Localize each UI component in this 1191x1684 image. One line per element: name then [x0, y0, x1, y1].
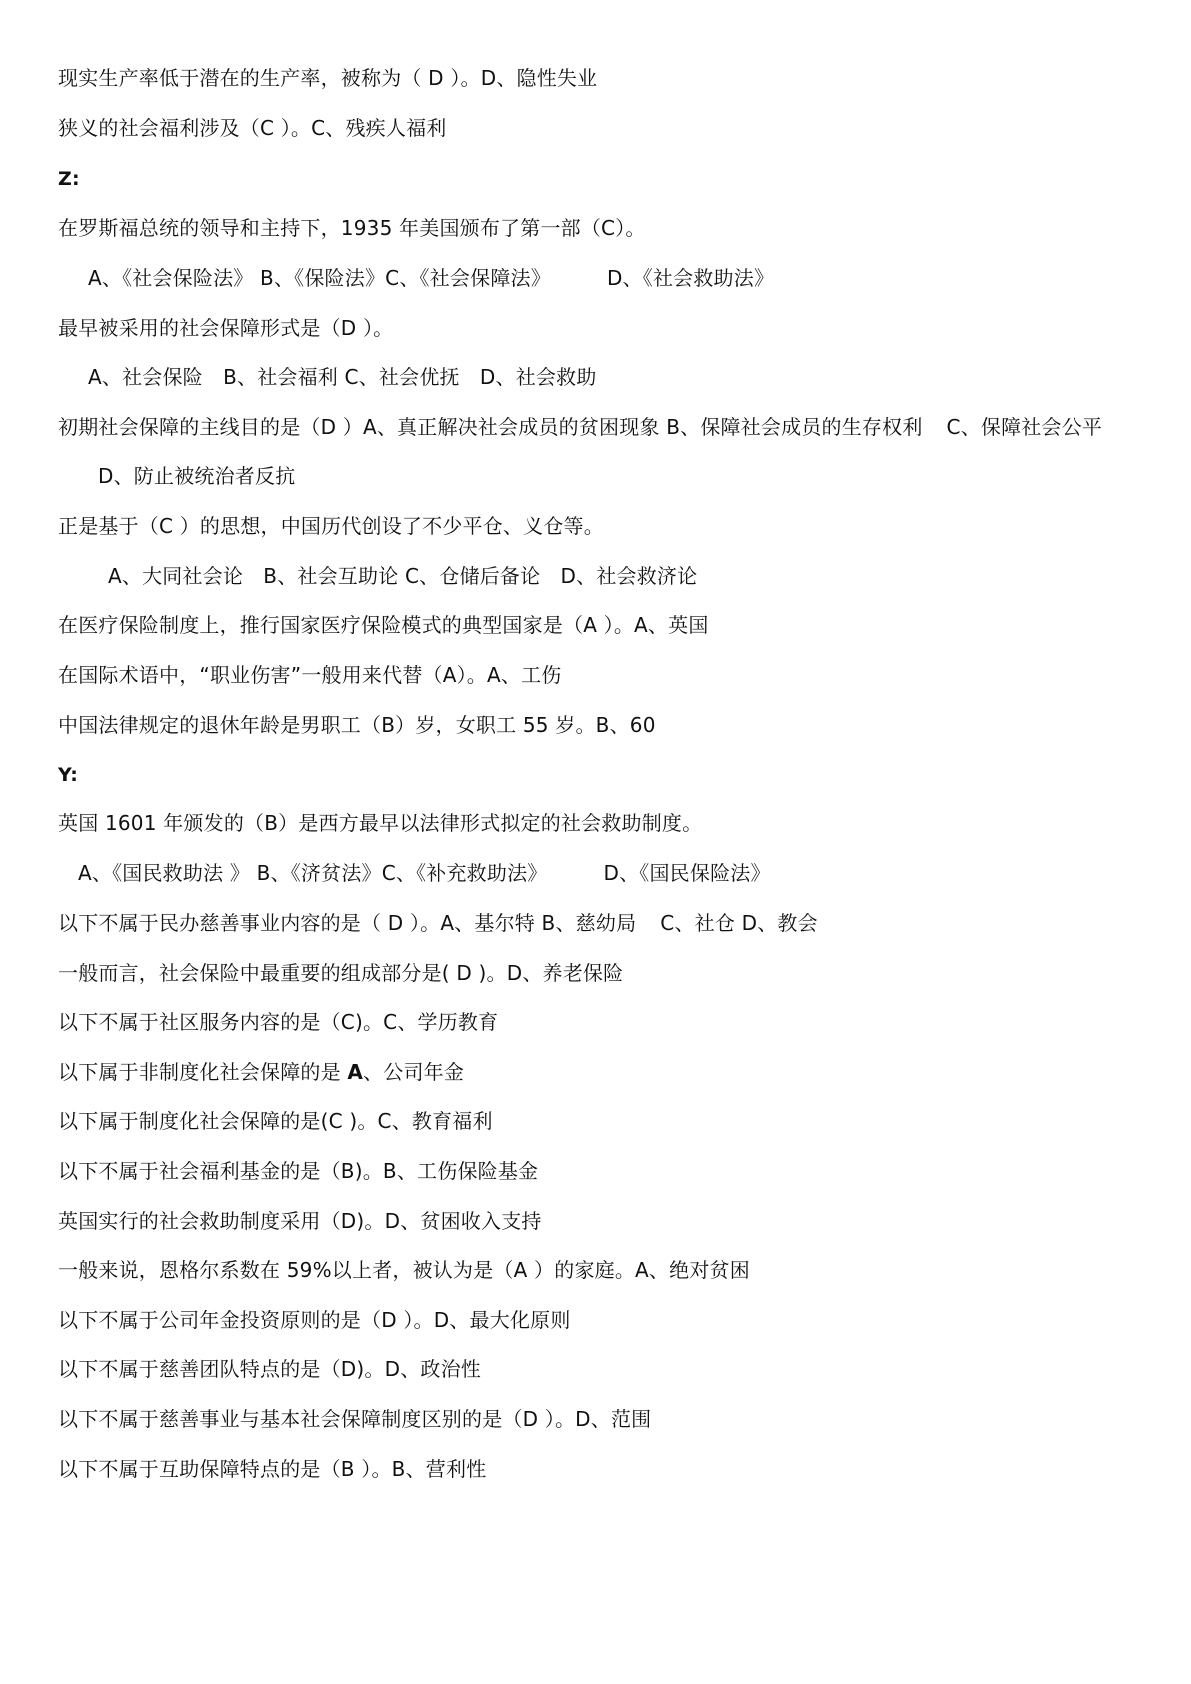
options-part: D、《社会救助法》	[606, 266, 775, 290]
question-line: 以下不属于社区服务内容的是（C)。C、学历教育	[58, 1010, 499, 1034]
question-line: 在医疗保险制度上，推行国家医疗保险模式的典型国家是（A ）。A、英国	[58, 613, 709, 637]
question-line: 正是基于（C ）的思想，中国历代创设了不少平仓、义仓等。	[58, 514, 604, 538]
question-part: C、社仓 D、教会	[660, 911, 818, 935]
question-line: 以下属于制度化社会保障的是(C )。C、教育福利	[58, 1109, 493, 1133]
question-line	[58, 910, 818, 936]
question-line: 一般而言，社会保险中最重要的组成部分是( D )。D、养老保险	[58, 961, 624, 985]
options-line: A、社会保险 B、社会福利 C、社会优抚 D、社会救助	[88, 365, 597, 389]
question-line: 一般来说，恩格尔系数在 59%以上者，被认为是（A ）的家庭。A、绝对贫困	[58, 1258, 750, 1282]
question-line	[58, 414, 1102, 440]
options-line: D、防止被统治者反抗	[98, 464, 296, 488]
question-line: 以下不属于互助保障特点的是（B ）。B、营利性	[58, 1457, 487, 1481]
options-line	[78, 860, 771, 886]
question-line: 英国 1601 年颁发的（B）是西方最早以法律形式拟定的社会救助制度。	[58, 811, 703, 835]
question-part: 初期社会保障的主线目的是（D ）A、真正解决社会成员的贫困现象 B、保障社会成员的生存权利	[58, 415, 923, 439]
answer-letter: A	[347, 1060, 364, 1084]
question-part: 以下属于非制度化社会保障的是	[58, 1060, 348, 1084]
section-heading: Y:	[58, 764, 79, 786]
question-line: 在罗斯福总统的领导和主持下，1935 年美国颁布了第一部（C）。	[58, 216, 646, 240]
question-part: 以下不属于民办慈善事业内容的是（ D ）。A、基尔特 B、慈幼局	[58, 911, 637, 935]
question-line: 最早被采用的社会保障形式是（D ）。	[58, 316, 394, 340]
section-heading: Z:	[58, 168, 80, 190]
options-part: A、《社会保险法》 B、《保险法》C、《社会保障法》	[88, 266, 551, 290]
question-line: 中国法律规定的退休年龄是男职工（B）岁，女职工 55 岁。B、60	[58, 713, 656, 737]
question-line: 现实生产率低于潜在的生产率，被称为（ D ）。D、隐性失业	[58, 66, 598, 90]
question-line: 以下不属于慈善事业与基本社会保障制度区别的是（D ）。D、范围	[58, 1407, 652, 1431]
question-line: 在国际术语中，“职业伤害”一般用来代替（A）。A、工伤	[58, 663, 562, 687]
question-part: 、公司年金	[363, 1060, 465, 1084]
question-line: 以下不属于公司年金投资原则的是（D ）。D、最大化原则	[58, 1308, 571, 1332]
question-line	[58, 1059, 464, 1085]
question-line: 以下不属于慈善团队特点的是（D)。D、政治性	[58, 1357, 482, 1381]
question-line: 狭义的社会福利涉及（C ）。C、残疾人福利	[58, 116, 447, 140]
options-part: D、《国民保险法》	[603, 861, 771, 885]
question-line: 英国实行的社会救助制度采用（D)。D、贫困收入支持	[58, 1209, 542, 1233]
options-line	[88, 265, 774, 291]
question-part: C、保障社会公平	[946, 415, 1103, 439]
question-line: 以下不属于社会福利基金的是（B)。B、工伤保险基金	[58, 1159, 539, 1183]
options-part: A、《国民救助法 》 B、《济贫法》C、《补充救助法》	[78, 861, 548, 885]
options-line: A、大同社会论 B、社会互助论 C、仓储后备论 D、社会救济论	[108, 564, 698, 588]
